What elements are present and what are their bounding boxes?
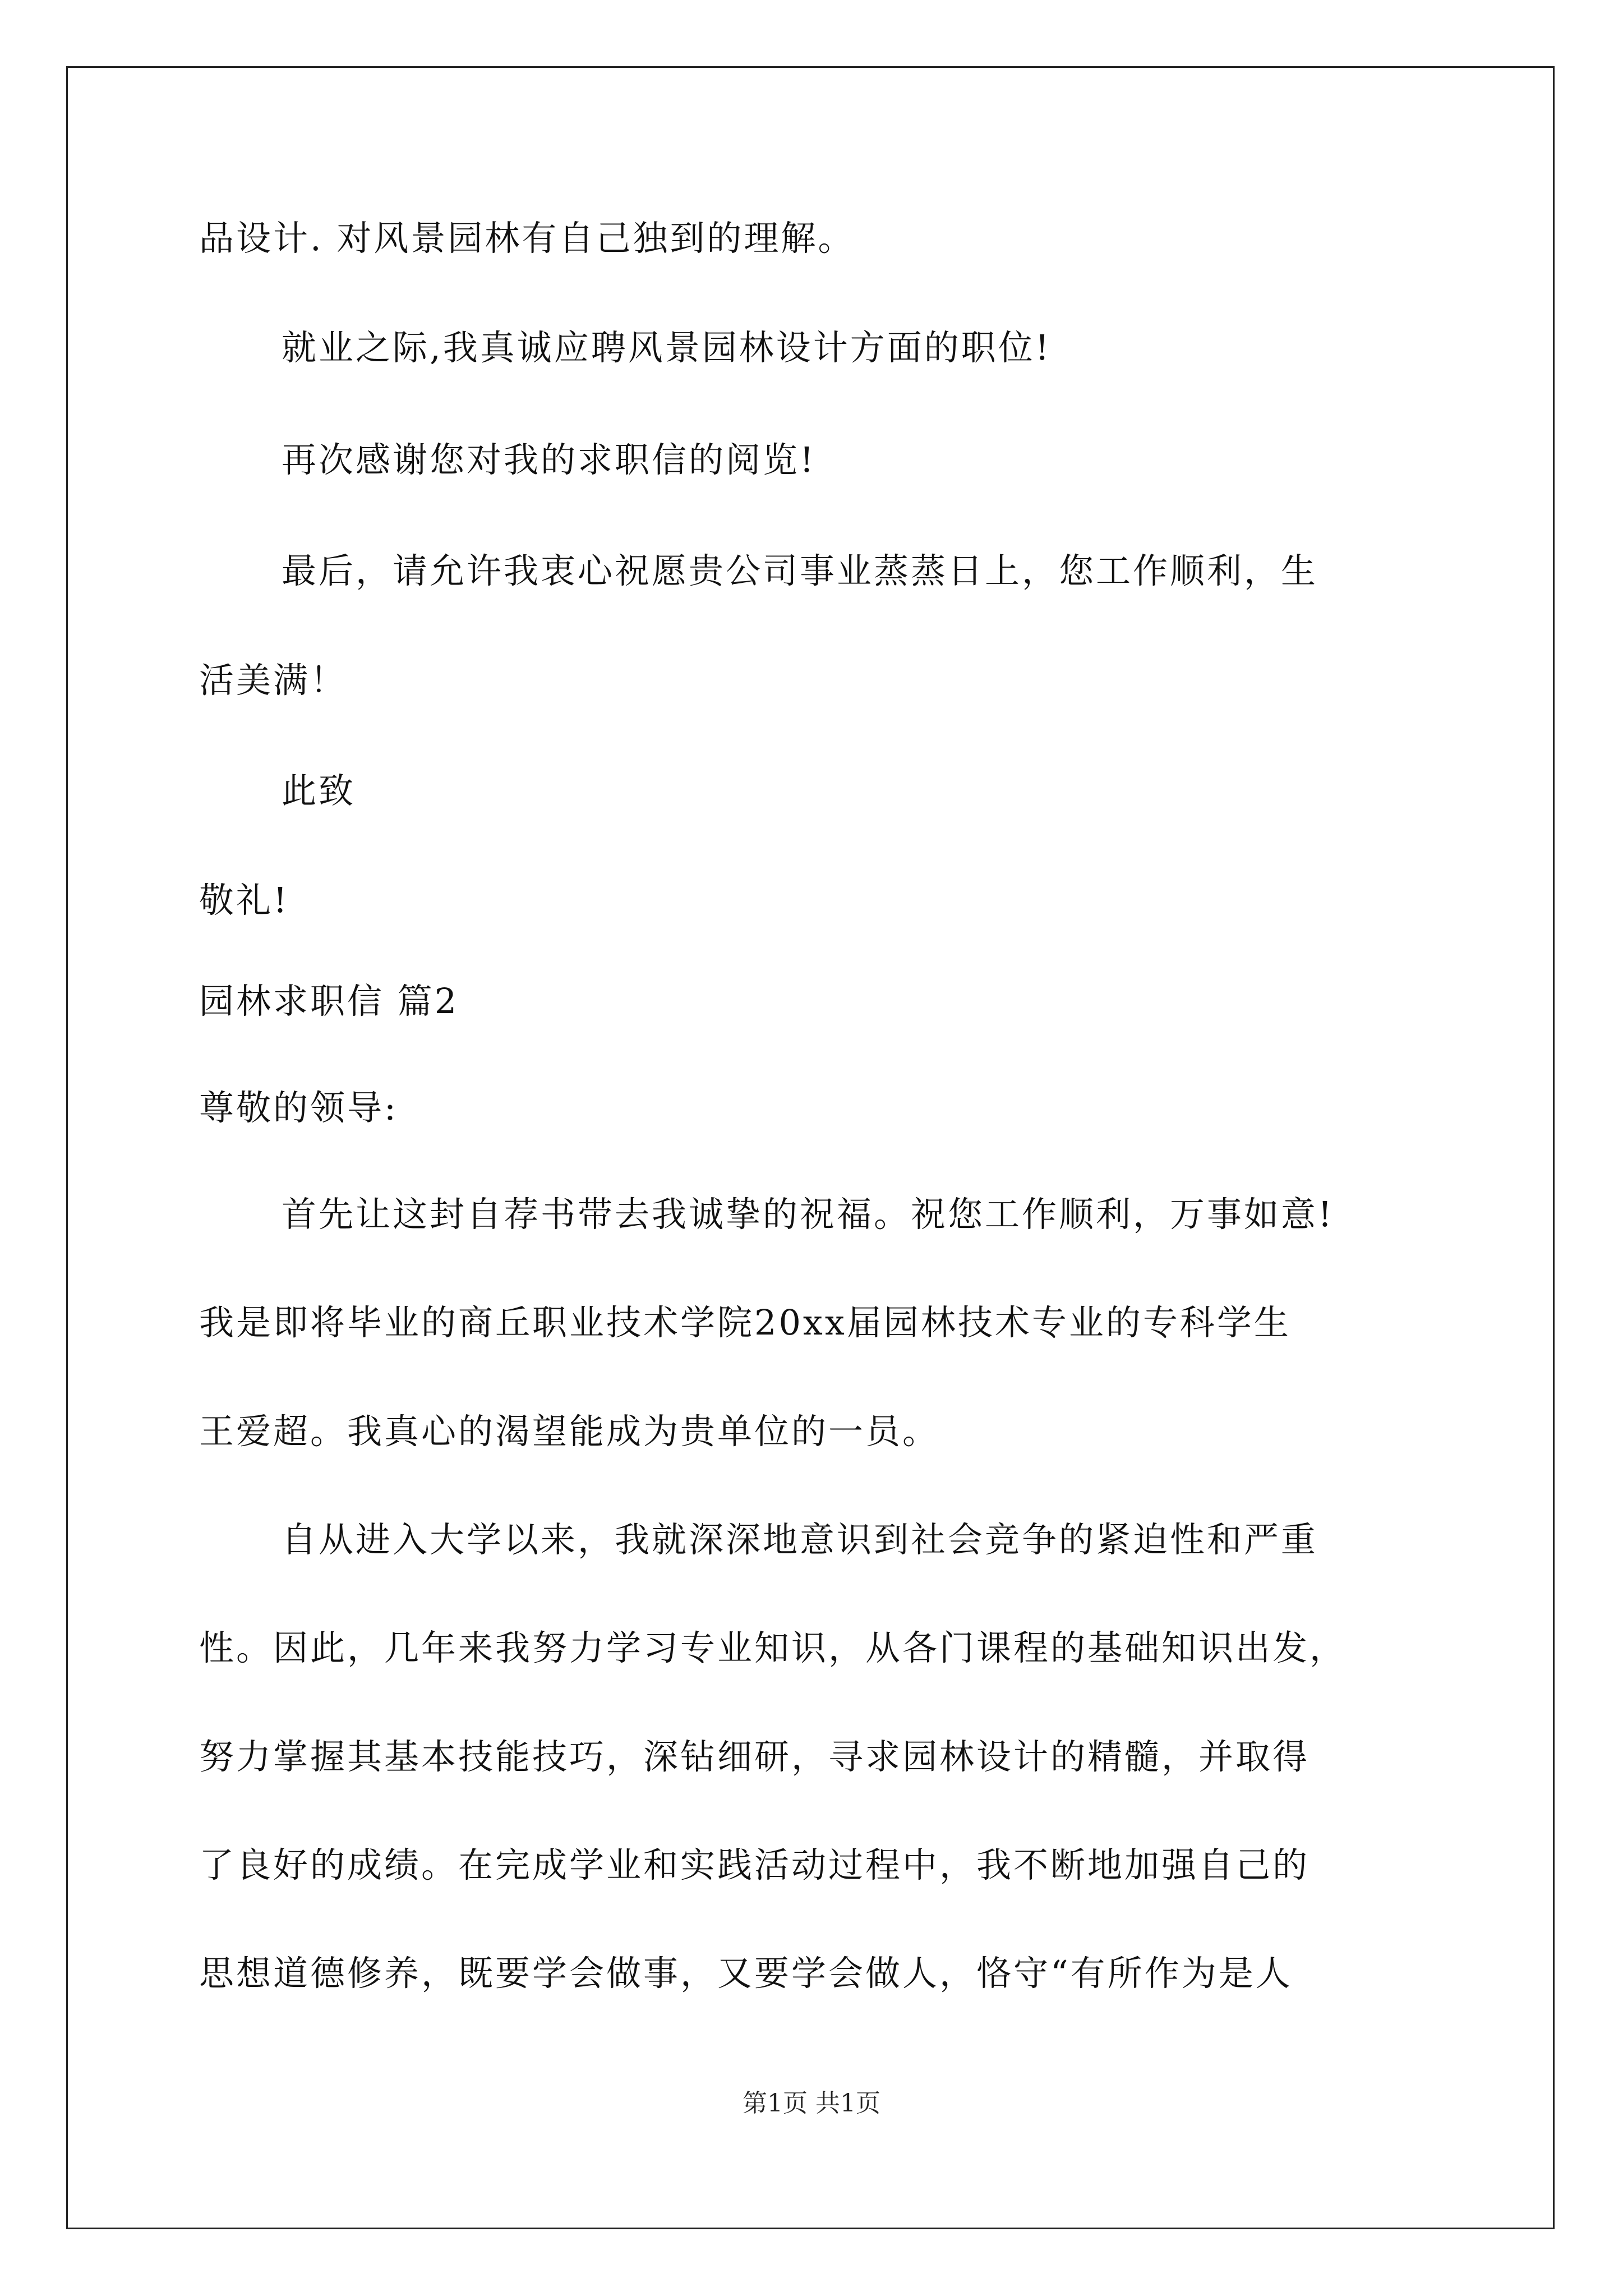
text-line-17: 思想道德修养，既要学会做事，又要学会做人，恪守“有所作为是人 xyxy=(199,1953,1293,1994)
page-border xyxy=(66,66,1555,2229)
text-line-14: 性。因此，几年来我努力学习专业知识，从各门课程的基础知识出发， xyxy=(199,1627,1347,1668)
text-line-10: 首先让这封自荐书带去我诚挚的祝福。祝您工作顺利，万事如意! xyxy=(282,1194,1334,1235)
text-line-16: 了良好的成绩。在完成学业和实践活动过程中，我不断地加强自己的 xyxy=(199,1844,1310,1885)
text-line-7: 敬礼! xyxy=(199,880,289,921)
text-line-11: 我是即将毕业的商丘职业技术学院20xx届园林技术专业的专科学生 xyxy=(199,1302,1291,1343)
text-line-2: 就业之际,我真诚应聘风景园林设计方面的职位! xyxy=(282,327,1052,368)
text-line-4: 最后，请允许我衷心祝愿贵公司事业蒸蒸日上，您工作顺利，生 xyxy=(282,550,1318,591)
text-line-15: 努力掌握其基本技能技巧，深钻细研，寻求园林设计的精髓，并取得 xyxy=(199,1736,1310,1777)
page-footer: 第1页 共1页 xyxy=(743,2089,880,2118)
text-line-6: 此致 xyxy=(282,770,356,811)
text-line-1: 品设计. 对风景园林有自己独到的理解。 xyxy=(199,218,855,259)
text-line-12: 王爱超。我真心的渴望能成为贵单位的一员。 xyxy=(199,1411,940,1452)
text-line-5: 活美满！ xyxy=(199,660,348,701)
text-line-3: 再次感谢您对我的求职信的阅览! xyxy=(282,439,816,480)
text-line-9: 尊敬的领导: xyxy=(199,1087,398,1128)
text-line-8: 园林求职信 篇2 xyxy=(199,981,459,1022)
text-line-13: 自从进入大学以来，我就深深地意识到社会竞争的紧迫性和严重 xyxy=(282,1519,1318,1560)
